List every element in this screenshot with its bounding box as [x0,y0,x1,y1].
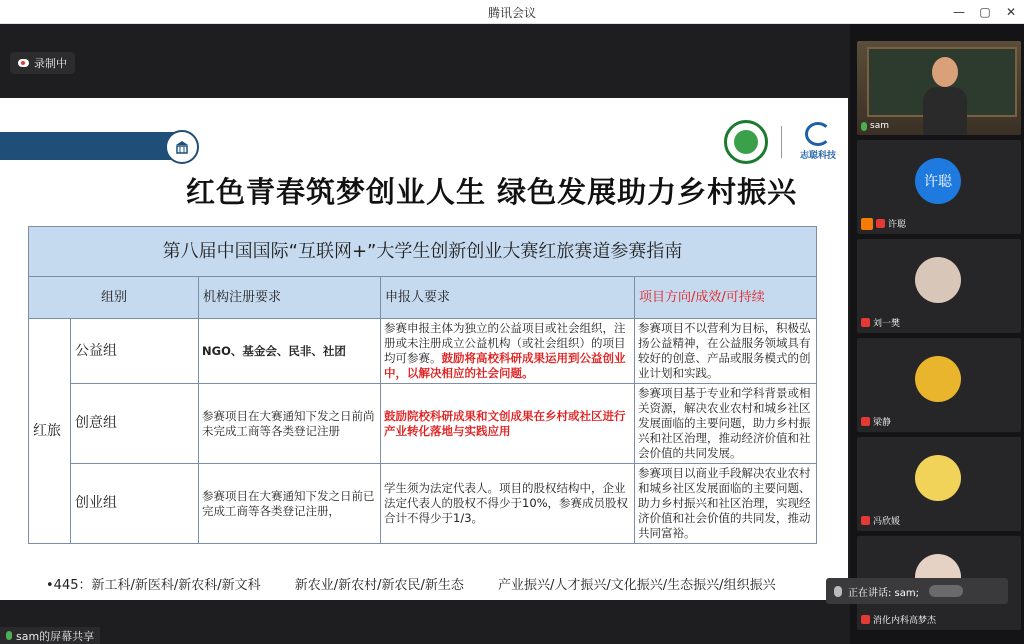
avatar [915,455,961,501]
table-row [29,384,817,464]
header-group: 组别 [29,277,199,319]
recording-badge[interactable] [10,52,75,74]
table-caption: 第八届中国国际“互联网+”大学生创新创业大赛红旅赛道参赛指南 [29,227,817,277]
applicant-cell: 参赛申报主体为独立的公益项目或社会组织，注册或未注册成立公益机构（或社会组织）的项目均可参赛。鼓励将高校科研成果运用到公益创业中，以解决相应的社会问题。 [381,319,635,384]
slide-footer [46,574,806,593]
participant-name: 梁静 [873,418,892,428]
direction-cell: 参赛项目不以营利为目标，积极弘扬公益精神，在公益服务领域具有较好的创意、产品或服务模式的创业计划和实践。 [635,319,817,384]
window-title: 腾讯会议 [487,6,536,20]
presentation-slide [0,98,848,600]
track-cell: 红旅 [29,319,71,544]
direction-cell: 参赛项目以商业手段解决农业农村和城乡社区发展面临的主要问题、助力乡村振兴和社区治理，实现经济价值和社会价值的共同发，推动共同富裕。 [635,464,817,544]
company-logo-text: 志聪科技 [799,151,836,161]
footer-item: 产业振兴/人才振兴/文化振兴/生态振兴/组织振兴 [498,578,776,593]
avatar: 许聪 [915,158,961,204]
participant-tile[interactable] [857,41,1021,135]
participant-tile[interactable] [857,437,1021,531]
participant-name: 冯欣媛 [873,517,901,527]
restore-button[interactable]: ▢ [979,5,991,19]
avatar [915,356,961,402]
company-logo [795,122,841,166]
logo-divider [781,126,782,158]
mic-muted-icon [861,615,870,624]
close-button[interactable]: ✕ [1005,5,1017,19]
participant-tile[interactable] [857,239,1021,333]
table-row [29,319,817,384]
speaking-label: 正在讲话: sam; [848,587,919,599]
group-cell: 创意组 [71,384,199,464]
applicant-cell: 学生须为法定代表人。项目的股权结构中，企业法定代表人的股权不得少于10%，参赛成员股权合计不得少于1/3。 [381,464,635,544]
university-logo [724,120,768,164]
participant-panel [850,24,1024,644]
minimize-button[interactable]: — [953,5,965,19]
header-org: 机构注册要求 [199,277,381,319]
guide-table [28,226,817,544]
org-cell: 参赛项目在大赛通知下发之日前尚未完成工商等各类登记注册 [199,384,381,464]
avatar [915,257,961,303]
participant-name: 刘一樊 [873,319,901,329]
group-cell: 创业组 [71,464,199,544]
speaker-icon [834,586,842,597]
group-cell: 公益组 [71,319,199,384]
mic-muted-icon [861,318,870,327]
mic-on-icon [861,122,867,131]
recording-label: 录制中 [34,57,67,70]
share-label-text: sam的屏幕共享 [16,629,95,643]
blurred-name [929,585,963,597]
participant-name: 消化内科高梦杰 [873,616,937,626]
org-cell: 参赛项目在大赛通知下发之日前已完成工商等各类登记注册， [199,464,381,544]
screen-share-label [0,627,100,644]
shared-screen-stage [0,24,850,644]
recording-icon [18,59,29,67]
table-row [29,464,817,544]
mic-muted-icon [861,417,870,426]
speaking-indicator [826,578,1008,604]
participant-tile[interactable] [857,140,1021,234]
header-applicant: 申报人要求 [381,277,635,319]
slide-accent-bar [0,132,175,160]
participant-tile[interactable] [857,338,1021,432]
video-person [923,57,967,135]
participant-name: sam [870,121,889,131]
host-icon [861,218,873,230]
header-direction: 项目方向/成效/可持续 [635,277,817,319]
mic-muted-icon [861,516,870,525]
participant-name: 许聪 [888,220,907,230]
slide-headline: 红色青春筑梦创业人生 绿色发展助力乡村振兴 [186,175,798,209]
footer-item: 新农业/新农村/新农民/新生态 [294,578,464,593]
title-bar [0,0,1024,24]
mic-on-icon [6,631,12,640]
org-cell: NGO、基金会、民非、社团 [199,319,381,384]
direction-cell: 参赛项目基于专业和学科背景或相关资源，解决农业农村和城乡社区发展面临的主要问题，助力乡村振兴和社区治理，推动经济价值和社会价值的共同发展。 [635,384,817,464]
mic-muted-icon [876,219,885,228]
footer-item: •445：新工科/新医科/新农科/新文科 [46,578,261,593]
applicant-cell: 鼓励院校科研成果和文创成果在乡村或社区进行产业转化落地与实践应用 [381,384,635,464]
building-icon [165,130,199,164]
